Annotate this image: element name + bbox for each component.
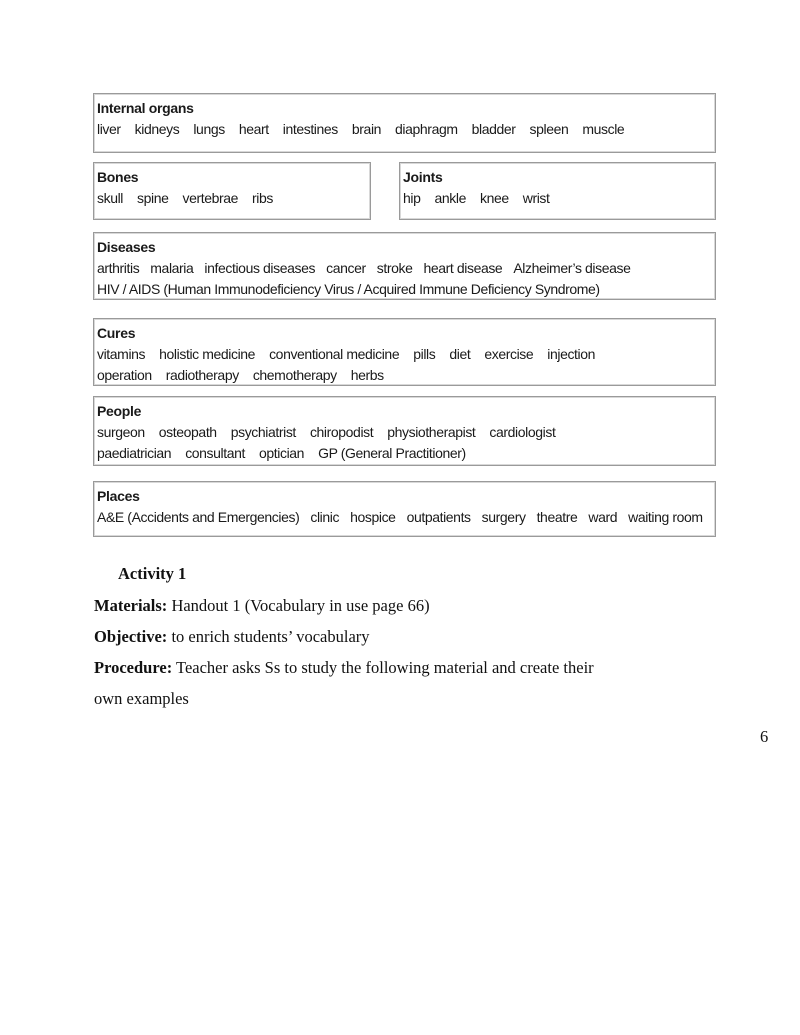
vocab-word: diaphragm	[395, 121, 458, 137]
vocab-word: hospice	[350, 509, 396, 525]
vocab-word: osteopath	[158, 424, 217, 440]
cures-line-1	[97, 344, 715, 365]
cures-line-2	[97, 365, 715, 386]
places-title: Places	[97, 488, 140, 504]
places-box	[93, 481, 716, 537]
vocab-word: waiting room	[628, 509, 703, 525]
internal-organs-box	[93, 93, 716, 153]
vocab-word: surgeon	[97, 424, 145, 440]
vocab-word: herbs	[350, 367, 384, 383]
vocab-word: knee	[479, 190, 509, 206]
vocab-word: spleen	[529, 121, 569, 137]
cures-title: Cures	[97, 325, 136, 341]
vocab-word: clinic	[310, 509, 340, 525]
diseases-line-2: HIV / AIDS (Human Immunodeficiency Virus / Acquired Immune Deficiency Syndrome)	[97, 281, 600, 297]
vocab-word: ankle	[434, 190, 466, 206]
procedure-text: Teacher asks Ss to study the following material and create their	[172, 658, 594, 677]
internal-organs-title: Internal organs	[97, 100, 194, 116]
vocab-word: spine	[137, 190, 169, 206]
diseases-box	[93, 232, 716, 300]
people-title: People	[97, 403, 142, 419]
materials-text: Handout 1 (Vocabulary in use page 66)	[167, 596, 430, 615]
internal-organs-items	[97, 119, 715, 140]
vocab-word: malaria	[150, 260, 194, 276]
bones-items	[97, 188, 370, 209]
vocab-word: skull	[97, 190, 124, 206]
vocab-word: wrist	[522, 190, 550, 206]
vocab-word: stroke	[376, 260, 413, 276]
materials-label: Materials:	[94, 596, 168, 615]
activity-title: Activity 1	[118, 564, 187, 583]
procedure-line	[94, 658, 594, 678]
vocab-word: pills	[413, 346, 436, 362]
people-line-2	[97, 443, 715, 464]
vocab-word: psychiatrist	[230, 424, 296, 440]
vocab-word: holistic medicine	[159, 346, 256, 362]
vocab-word: GP (General Practitioner)	[318, 445, 466, 461]
vocab-word: heart disease	[423, 260, 503, 276]
vocab-word: conventional medicine	[269, 346, 400, 362]
diseases-line-1	[97, 258, 715, 279]
vocab-word: liver	[97, 121, 121, 137]
vocab-word: infectious diseases	[204, 260, 316, 276]
procedure-label: Procedure:	[94, 658, 173, 677]
vocab-word: cardiologist	[489, 424, 556, 440]
vocab-word: theatre	[536, 509, 578, 525]
people-line-1	[97, 422, 715, 443]
joints-items	[403, 188, 715, 209]
vocab-word: optician	[259, 445, 305, 461]
vocab-word: cancer	[326, 260, 366, 276]
people-box	[93, 396, 716, 466]
vocab-word: bladder	[471, 121, 516, 137]
vocab-word: hip	[403, 190, 421, 206]
objective-label: Objective:	[94, 627, 168, 646]
vocab-word: chiropodist	[309, 424, 374, 440]
vocab-word: vertebrae	[182, 190, 239, 206]
vocab-word: diet	[449, 346, 471, 362]
vocab-word: physiotherapist	[387, 424, 476, 440]
vocab-word: arthritis	[97, 260, 140, 276]
page-number: 6	[760, 727, 769, 746]
procedure-line-2: own examples	[94, 689, 189, 708]
vocab-word: muscle	[582, 121, 625, 137]
vocab-word: A&E (Accidents and Emergencies)	[97, 509, 300, 525]
vocab-word: injection	[547, 346, 596, 362]
bones-title: Bones	[97, 169, 139, 185]
vocab-word: exercise	[484, 346, 534, 362]
vocab-word: ward	[588, 509, 618, 525]
objective-text: to enrich students’ vocabulary	[167, 627, 370, 646]
vocab-word: radiotherapy	[165, 367, 239, 383]
vocab-word: chemotherapy	[252, 367, 337, 383]
vocab-word: kidneys	[134, 121, 180, 137]
materials-line	[94, 596, 430, 616]
objective-line	[94, 627, 370, 647]
vocab-word: Alzheimer’s disease	[513, 260, 631, 276]
joints-box	[399, 162, 716, 220]
vocab-word: brain	[351, 121, 382, 137]
vocab-word: outpatients	[406, 509, 471, 525]
vocab-word: ribs	[252, 190, 274, 206]
places-items	[97, 507, 715, 528]
vocab-word: paediatrician	[97, 445, 172, 461]
diseases-title: Diseases	[97, 239, 156, 255]
vocab-word: operation	[97, 367, 152, 383]
vocab-word: heart	[238, 121, 269, 137]
vocab-word: intestines	[282, 121, 338, 137]
vocab-word: lungs	[193, 121, 225, 137]
vocab-word: surgery	[481, 509, 526, 525]
joints-title: Joints	[403, 169, 443, 185]
vocab-word: vitamins	[97, 346, 146, 362]
vocab-word: consultant	[185, 445, 246, 461]
bones-box	[93, 162, 371, 220]
cures-box	[93, 318, 716, 386]
